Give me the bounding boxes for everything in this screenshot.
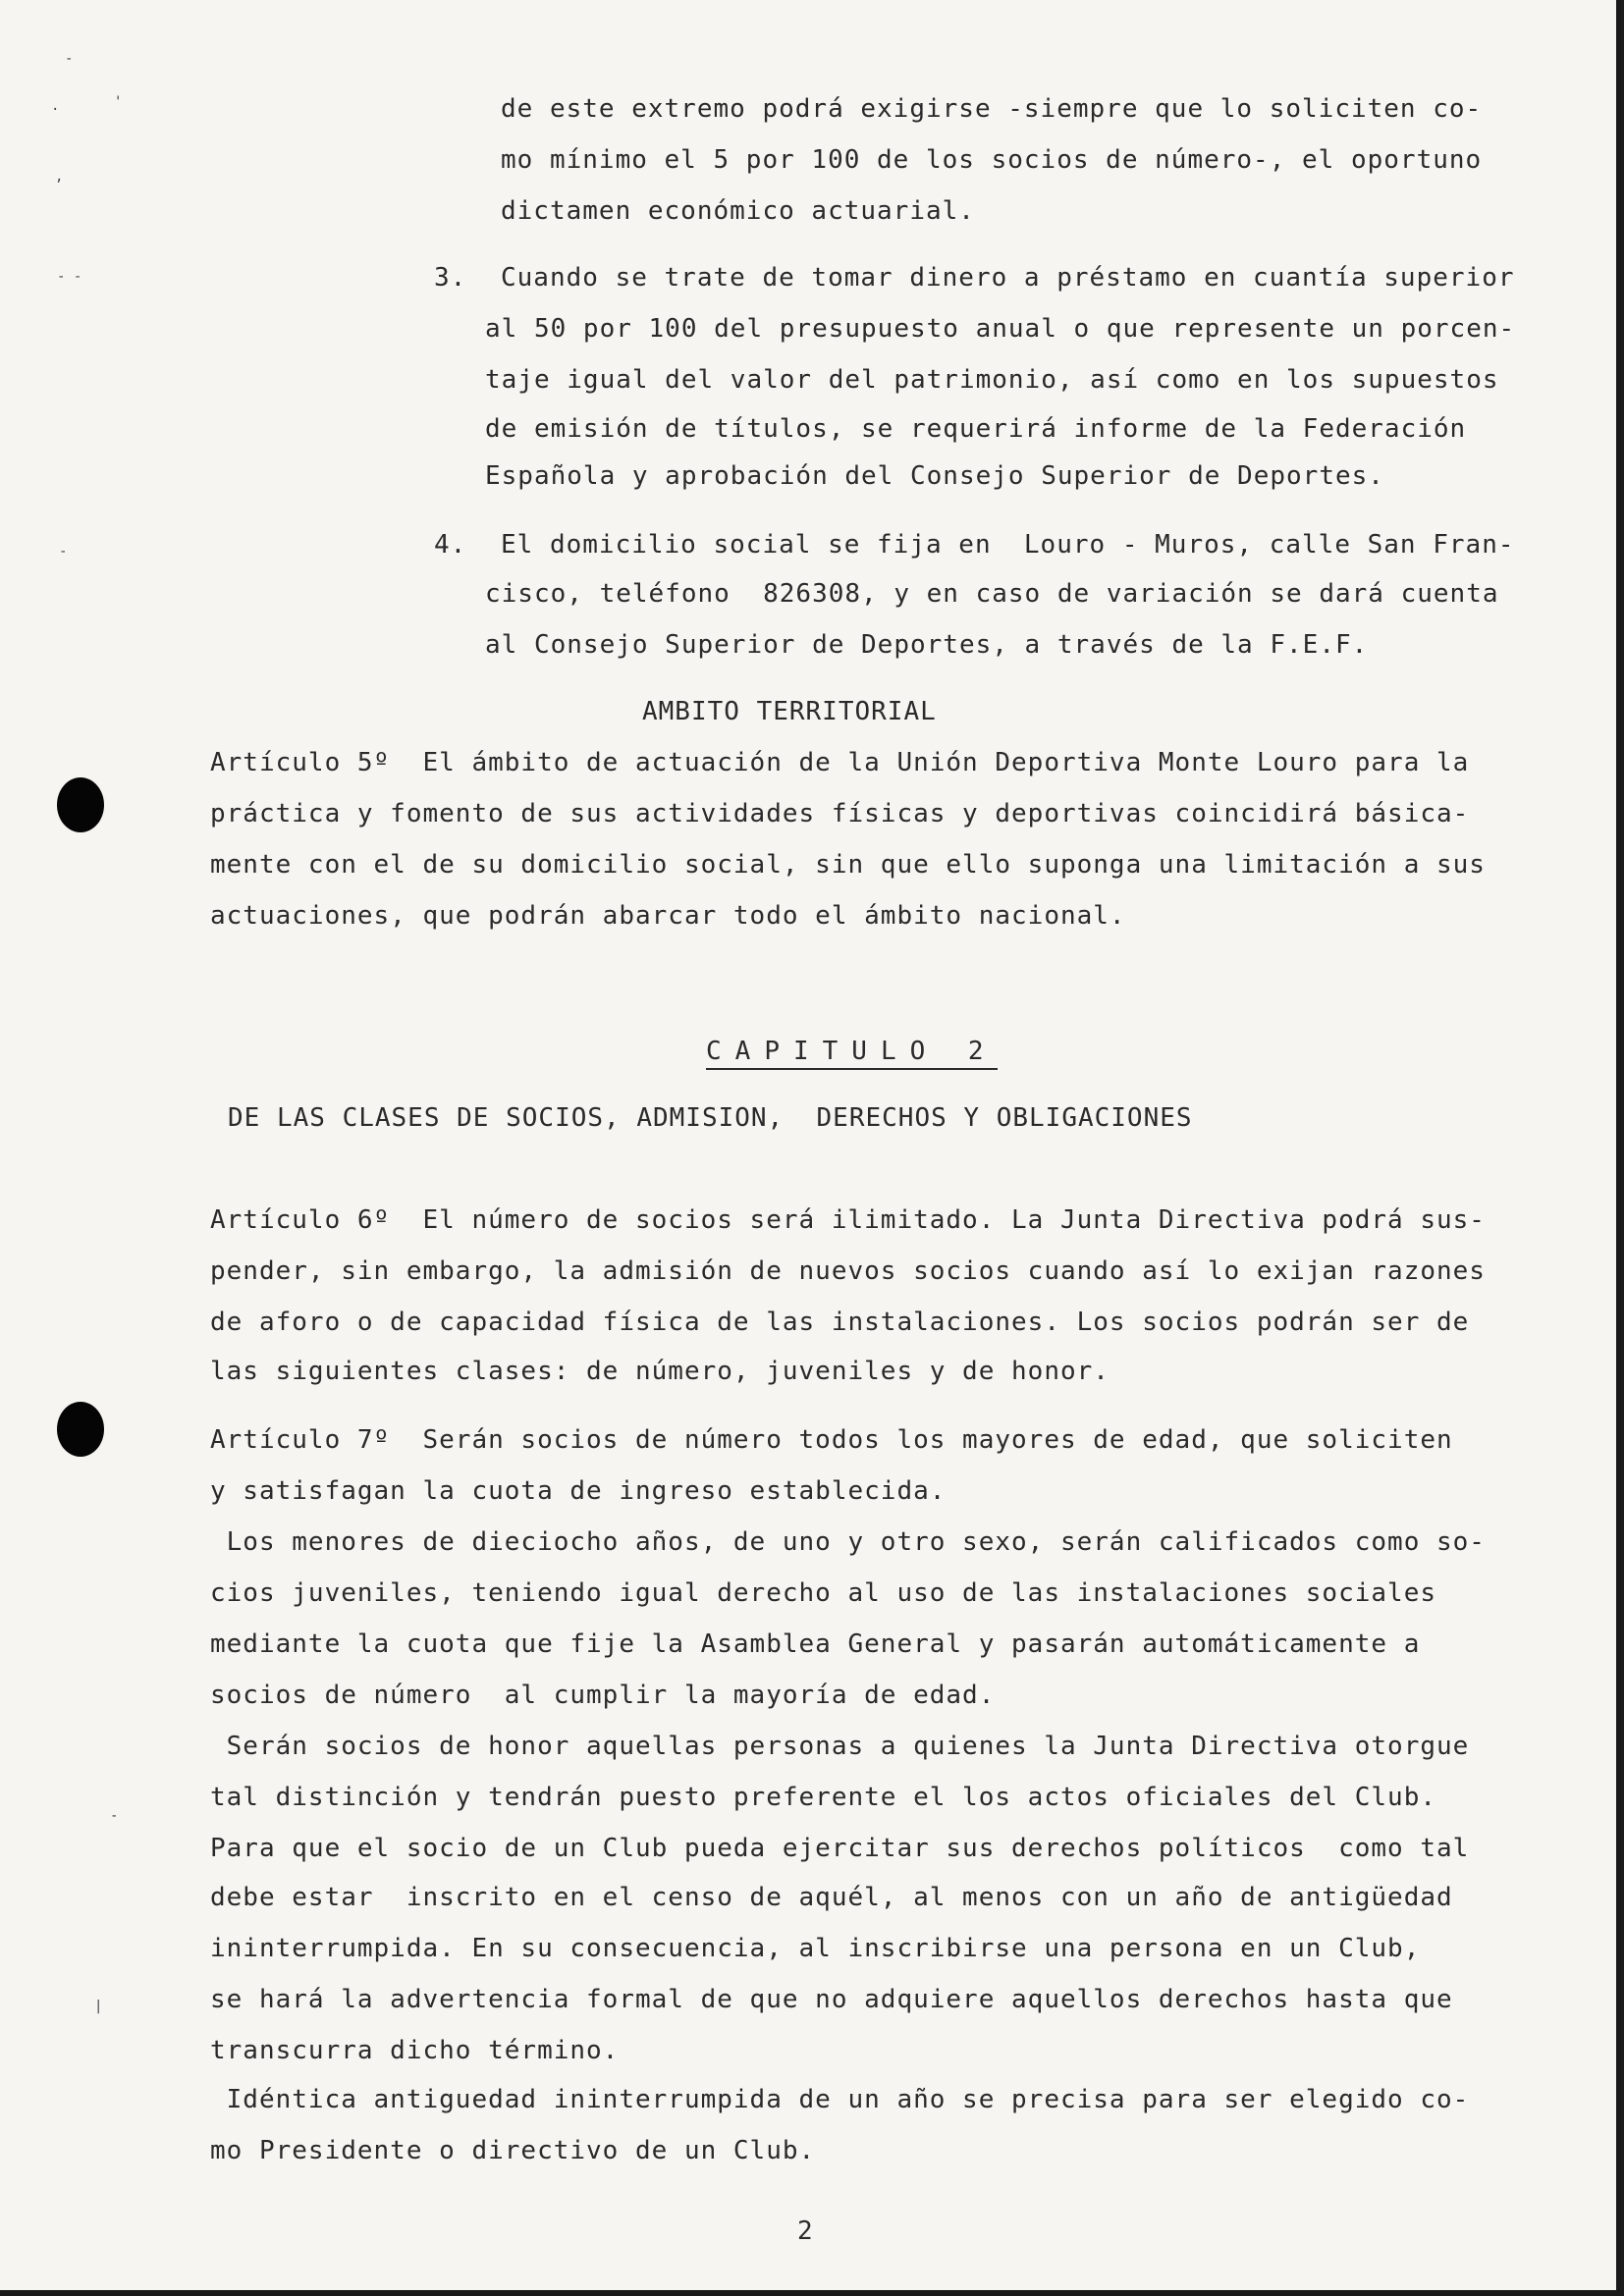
margin-speck: ' xyxy=(114,94,123,110)
text-line: taje igual del valor del patrimonio, así como en los supuestos xyxy=(485,365,1499,395)
section-heading: AMBITO TERRITORIAL xyxy=(642,697,937,726)
margin-speck: | xyxy=(94,1999,103,2014)
text-line: Cuando se trate de tomar dinero a préstamo en cuantía superior xyxy=(501,263,1515,293)
punch-hole-top xyxy=(57,777,104,832)
text-line: y satisfagan la cuota de ingreso establecida. xyxy=(210,1476,947,1506)
text-line: práctica y fomento de sus actividades físicas y deportivas coincidirá básica- xyxy=(210,799,1470,828)
text-line: las siguientes clases: de número, juveniles y de honor. xyxy=(210,1357,1110,1386)
scan-edge-right xyxy=(1616,0,1624,2296)
text-line: ininterrumpida. En su consecuencia, al inscribirse una persona en un Club, xyxy=(210,1934,1421,1963)
text-line: cios juveniles, teniendo igual derecho al uso de las instalaciones sociales xyxy=(210,1578,1436,1608)
text-line: mente con el de su domicilio social, sin que ello suponga una limitación a sus xyxy=(210,850,1486,880)
text-line: Española y aprobación del Consejo Superior de Deportes. xyxy=(485,461,1384,491)
list-number: 3. xyxy=(434,263,467,293)
text-line: debe estar inscrito en el censo de aquél, al menos con un año de antigüedad xyxy=(210,1883,1453,1912)
margin-speck: · xyxy=(51,102,60,118)
text-line: transcurra dicho término. xyxy=(210,2036,620,2065)
margin-speck: - - xyxy=(57,269,82,285)
text-line: Para que el socio de un Club pueda ejercitar sus derechos políticos como tal xyxy=(210,1834,1470,1863)
text-line: mediante la cuota que fije la Asamblea General y pasarán automáticamente a xyxy=(210,1629,1421,1659)
scan-edge-bottom xyxy=(0,2290,1624,2296)
chapter-title-wrap xyxy=(593,1001,1045,1101)
text-line: al 50 por 100 del presupuesto anual o que represente un porcen- xyxy=(485,314,1516,344)
text-line: de aforo o de capacidad física de las instalaciones. Los socios podrán ser de xyxy=(210,1308,1470,1337)
margin-speck: - xyxy=(59,544,68,560)
page-number: 2 xyxy=(797,2216,814,2246)
list-number: 4. xyxy=(434,530,467,560)
text-line: Artículo 5º El ámbito de actuación de la Unión Deportiva Monte Louro para la xyxy=(210,748,1470,777)
margin-speck: , xyxy=(55,169,64,185)
text-line: de emisión de títulos, se requerirá informe de la Federación xyxy=(485,414,1467,444)
text-line: Los menores de dieciocho años, de uno y otro sexo, serán calificados como so- xyxy=(210,1527,1486,1557)
text-line: Idéntica antiguedad ininterrumpida de un año se precisa para ser elegido co- xyxy=(210,2085,1470,2114)
text-line: mo mínimo el 5 por 100 de los socios de número-, el oportuno xyxy=(501,145,1483,175)
text-line: se hará la advertencia formal de que no adquiere aquellos derechos hasta que xyxy=(210,1985,1453,2014)
text-line: dictamen económico actuarial. xyxy=(501,196,975,226)
text-line: tal distinción y tendrán puesto preferente el los actos oficiales del Club. xyxy=(210,1783,1436,1812)
text-line: socios de número al cumplir la mayoría de edad. xyxy=(210,1681,996,1710)
text-line: Artículo 7º Serán socios de número todos los mayores de edad, que soliciten xyxy=(210,1425,1453,1455)
text-line: al Consejo Superior de Deportes, a través de la F.E.F. xyxy=(485,630,1369,660)
text-line: Artículo 6º El número de socios será ilimitado. La Junta Directiva podrá sus- xyxy=(210,1205,1486,1235)
chapter-title: CAPITULO 2 xyxy=(706,1037,998,1070)
text-line: pender, sin embargo, la admisión de nuevos socios cuando así lo exijan razones xyxy=(210,1256,1486,1286)
punch-hole-bottom xyxy=(57,1402,104,1457)
text-line: cisco, teléfono 826308, y en caso de variación se dará cuenta xyxy=(485,579,1499,609)
margin-speck: - xyxy=(65,51,74,67)
text-line: actuaciones, que podrán abarcar todo el ámbito nacional. xyxy=(210,901,1126,931)
text-line: mo Presidente o directivo de un Club. xyxy=(210,2136,816,2165)
text-line: Serán socios de honor aquellas personas a quienes la Junta Directiva otorgue xyxy=(210,1732,1470,1761)
chapter-subtitle: DE LAS CLASES DE SOCIOS, ADMISION, DERECHOS Y OBLIGACIONES xyxy=(228,1103,1193,1133)
text-line: El domicilio social se fija en Louro - Muros, calle San Fran- xyxy=(501,530,1515,560)
text-line: de este extremo podrá exigirse -siempre que lo soliciten co- xyxy=(501,94,1483,124)
margin-speck: - xyxy=(110,1808,119,1824)
